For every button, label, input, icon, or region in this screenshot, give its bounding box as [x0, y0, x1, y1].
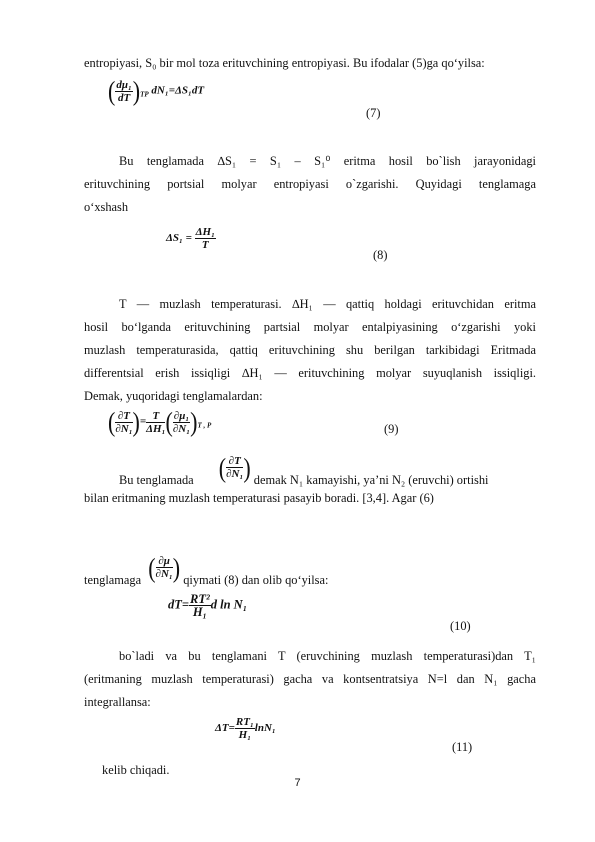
eq8-lhs: ΔS₁ = [166, 232, 192, 245]
inline-derivative: ( $\frac{\partial T}{\text{∂N₁}}$ ) [218, 451, 251, 483]
text-line: differentsial erish issiqligi ∆H₁ — erituvchining molyar suyuqlanish issiqligi. [84, 366, 536, 380]
eq9-c-bot: ∂N₁ [172, 422, 191, 435]
para4-end: demak N₁ kamayishi, ya’ni N₂ (eruvchi) ortishi [253, 473, 489, 488]
equation-number-9: (9) [384, 422, 399, 436]
equation-number-7: (7) [366, 106, 381, 120]
text-line: kelib chiqadi. [102, 763, 170, 777]
text-line: muzlash temperaturasida, qattiq erituvchining shu berilgan tarkibidagi Eritmada [84, 343, 536, 357]
eq7-sub: TP [140, 90, 149, 99]
eq9-a-top: ∂T [115, 410, 132, 423]
equation-number-10: (10) [450, 619, 471, 633]
equation-number-8: (8) [373, 248, 388, 262]
equation-10 [168, 593, 247, 618]
eq11-rhs: lnN₁ [254, 722, 276, 735]
para4-frac-top: ∂T [226, 455, 243, 468]
text-line: hosil bo‘lganda erituvchining partsial molyar entalpiyasining o‘zgarishi yoki [84, 320, 536, 334]
equation-11 [215, 716, 276, 741]
inline-derivative: ( $\frac{\partial\mu}{\text{∂N₁}}$ ) [148, 551, 181, 583]
equation-8 [166, 226, 216, 251]
eq10-top: RT² [190, 592, 210, 606]
text-line: erituvchining portsial molyar entropiyasi o`zgarishi. Quyidagi tenglamaga [84, 177, 536, 191]
para4-start: Bu tenglamada [119, 473, 194, 488]
eq8-top: ΔH₁ [195, 226, 215, 238]
text-line [84, 551, 536, 594]
para5-frac-bot: ∂N₁ [155, 568, 173, 580]
eq9-sub: T , P [197, 421, 212, 430]
eq9-c-top: ∂μ₁ [173, 409, 190, 422]
text-line: bo`ladi va bu tenglamani T (eruvchining muzlash temperaturasi)dan T₁ [119, 649, 536, 663]
eq7-lhs-bot: dT [117, 91, 131, 104]
eq11-top: RT₁ [235, 716, 254, 728]
equation-7: ( $\frac{\text{dμ₁}}{dT}$ )$_{TP}$ dN₁=ΔS₁dT [108, 74, 205, 106]
text-line: Bu tenglamada ∆S₁ = S₁ – S₁⁰ eritma hosil bo`lish jarayonidagi [119, 154, 536, 168]
eq11-lhs: ΔT= [215, 722, 235, 735]
para4-frac-bot: ∂N₁ [226, 468, 244, 480]
text-line: integrallansa: [84, 695, 151, 709]
eq8-bot: T [201, 239, 209, 251]
eq7-lhs-top: dμ₁ [116, 78, 132, 91]
eq10-rhs: d ln N₁ [210, 597, 248, 612]
text-line: T — muzlash temperaturasi. ∆H₁ — qattiq holdagi erituvchidan eritma [119, 297, 536, 311]
para5-start: tenglamaga [84, 573, 142, 588]
eq11-bot: H₁ [238, 729, 252, 741]
eq9-a-bot: ∂N₁ [115, 422, 133, 435]
eq9-b-top: T [146, 410, 165, 423]
text-line: Demak, yuqoridagi tenglamalardan: [84, 389, 263, 403]
equation-number-11: (11) [452, 740, 473, 754]
text-line: (eritmaning muzlash temperaturasi) gacha va kontsentratsiya N=l dan N₁ gacha [84, 672, 536, 686]
para5-end: qiymati (8) dan olib qo‘yilsa: [183, 573, 329, 588]
eq9-b-bot: ΔH₁ [146, 422, 166, 435]
page-number: 7 [294, 777, 301, 789]
equation-9: ( $\frac{\partial T}{\text{∂N₁}}$ )= $\frac{T}{\text{ΔH₁}}$ ( $\frac{\text{∂μ₁}}{\text{∂N₁}}$ )$_{T , P}$ [108, 405, 212, 437]
para5-frac-top: ∂μ [156, 555, 173, 568]
text-line: entropiyasi, S₀ bir mol toza erituvchining entropiyasi. Bu ifodalar (5)ga qo‘yilsa: [84, 56, 485, 70]
text-line: o‘xshash [84, 200, 129, 214]
eq7-rhs: dN₁=ΔS₁dT [151, 84, 205, 97]
text-line: bilan eritmaning muzlash temperaturasi pasayib boradi. [3,4]. Agar (6) [84, 491, 434, 505]
eq10-lhs: dT= [168, 597, 190, 612]
eq10-bot: H₁ [192, 605, 207, 619]
